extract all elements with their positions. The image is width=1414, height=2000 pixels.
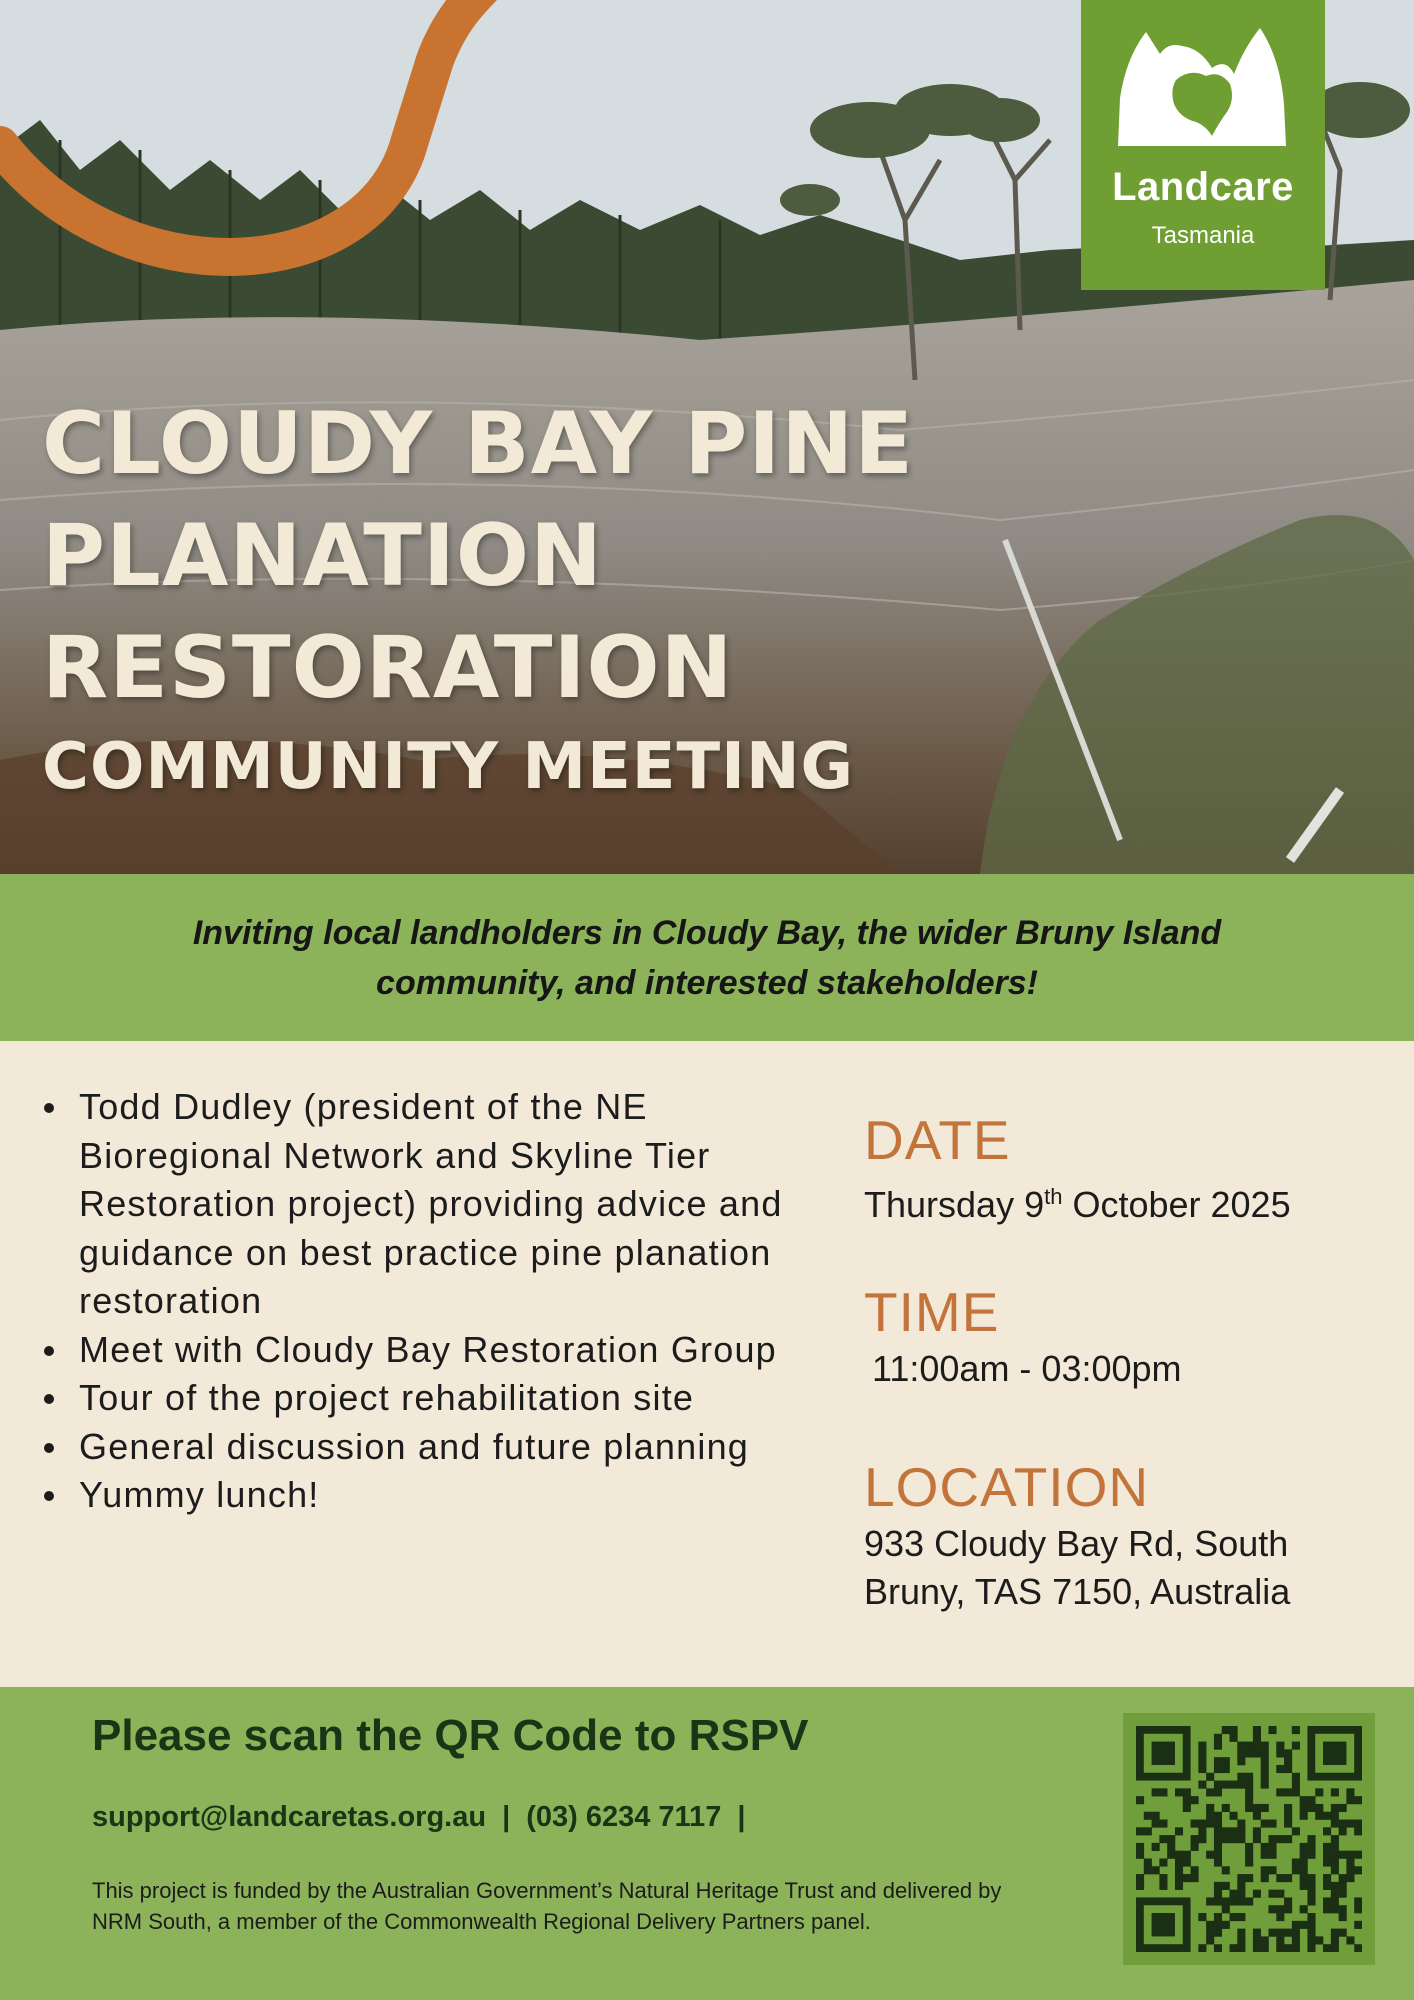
event-details — [0, 1041, 1414, 1687]
brand-subtitle: Tasmania — [1151, 222, 1255, 249]
list-item: Todd Dudley (president of the NE Bioregional Network and Skyline Tier Restoration project) providing advice and guidance on best practice pine planation restoration — [40, 1083, 820, 1326]
list-item: General discussion and future planning — [40, 1423, 820, 1472]
hero-banner — [0, 0, 1414, 874]
qr-code[interactable] — [1123, 1713, 1375, 1965]
invite-banner — [0, 874, 1414, 1041]
date-value: Thursday 9th October 2025 — [864, 1184, 1291, 1225]
title-line: CLOUDY BAY PINE — [42, 394, 914, 494]
rsvp-heading: Please scan the QR Code to RSPV — [92, 1711, 809, 1760]
funding-statement: This project is funded by the Australian Government’s Natural Heritage Trust and delivered by NRM South, a member of the Commonwealth Regional Delivery Partners panel. — [92, 1878, 1002, 1934]
contact-line — [92, 1801, 761, 1834]
footer — [0, 1687, 1414, 2000]
location-line: Bruny, TAS 7150, Australia — [864, 1571, 1291, 1612]
date-heading: DATE — [864, 1109, 1011, 1171]
list-item: Meet with Cloudy Bay Restoration Group — [40, 1326, 820, 1375]
date-section — [864, 1107, 1384, 1229]
qr-code-icon — [1136, 1726, 1362, 1952]
title-line: RESTORATION — [42, 618, 734, 718]
landcare-logo — [1081, 0, 1325, 290]
brand-name: Landcare — [1112, 165, 1294, 209]
hands-map-logo-icon — [1116, 18, 1290, 154]
time-section — [864, 1279, 1384, 1393]
agenda-list — [40, 1083, 820, 1520]
email-link[interactable]: support@landcaretas.org.au — [92, 1801, 487, 1833]
time-value: 11:00am - 03:00pm — [872, 1348, 1182, 1389]
location-line: 933 Cloudy Bay Rd, South — [864, 1523, 1289, 1564]
page-title — [42, 388, 914, 724]
separator: | — [737, 1801, 746, 1833]
phone-number[interactable]: (03) 6234 7117 — [526, 1801, 722, 1833]
page-subtitle: COMMUNITY MEETING — [42, 730, 855, 804]
invite-text: Inviting local landholders in Cloudy Bay, the wider Bruny Island community, and interested stakeholders! — [192, 913, 1222, 1002]
title-line: PLANATION — [42, 506, 603, 606]
list-item: Yummy lunch! — [40, 1471, 820, 1520]
list-item: Tour of the project rehabilitation site — [40, 1374, 820, 1423]
time-heading: TIME — [864, 1281, 1000, 1343]
separator: | — [502, 1801, 511, 1833]
location-heading: LOCATION — [864, 1456, 1150, 1518]
location-section — [864, 1454, 1384, 1616]
